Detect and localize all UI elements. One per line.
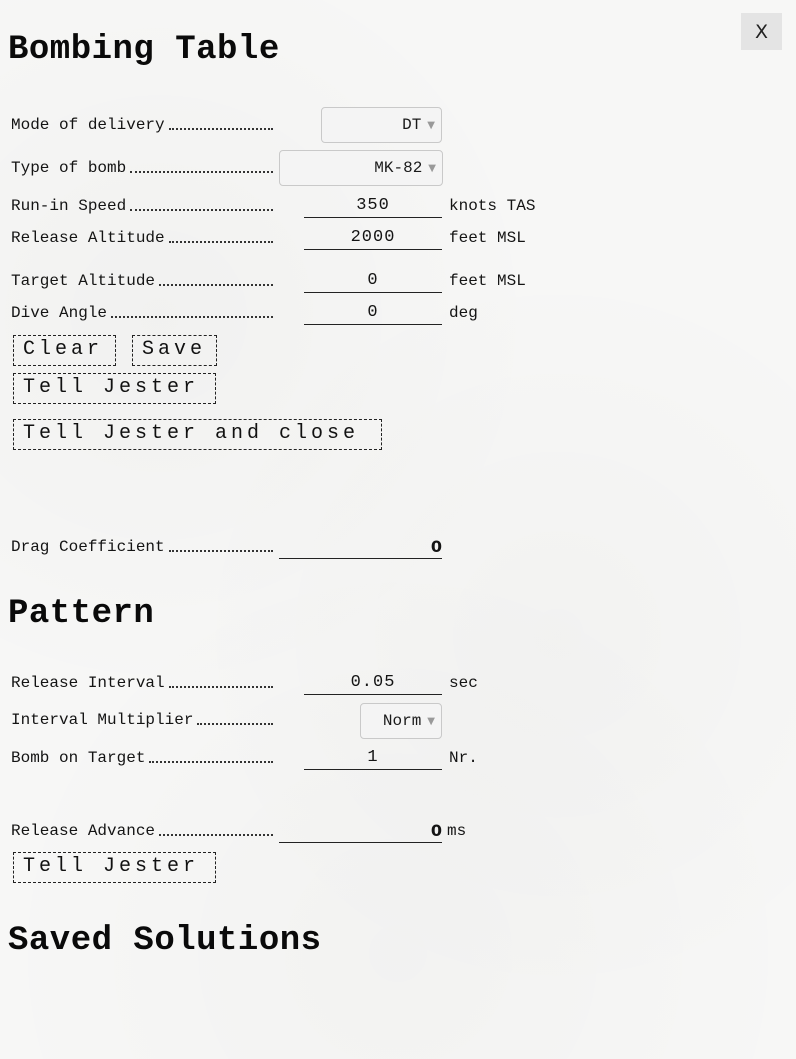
release-interval-label: Release Interval — [11, 674, 273, 692]
tell-jester-and-close-button[interactable]: Tell Jester and close — [13, 419, 382, 450]
release-altitude-label: Release Altitude — [11, 229, 273, 247]
release-altitude-input[interactable]: 2000 — [304, 226, 442, 250]
dive-angle-input[interactable]: 0 — [304, 301, 442, 325]
bomb-on-target-unit: Nr. — [449, 749, 478, 767]
chevron-down-icon: ▼ — [427, 119, 435, 131]
mode-of-delivery-label: Mode of delivery — [11, 116, 273, 134]
run-in-speed-label: Run-in Speed — [11, 197, 273, 215]
type-of-bomb-label: Type of bomb — [11, 159, 273, 177]
bomb-on-target-label: Bomb on Target — [11, 749, 273, 767]
saved-solutions-heading: Saved Solutions — [8, 922, 322, 960]
release-advance-unit: ms — [447, 822, 467, 840]
release-advance-label: Release Advance — [11, 822, 273, 840]
release-interval-unit: sec — [449, 674, 478, 692]
close-button[interactable]: X — [741, 13, 782, 50]
drag-coefficient-input[interactable]: 0 — [279, 535, 442, 559]
chevron-down-icon: ▼ — [428, 162, 436, 174]
dive-angle-unit: deg — [449, 304, 478, 322]
target-altitude-label: Target Altitude — [11, 272, 273, 290]
release-altitude-unit: feet MSL — [449, 229, 526, 247]
run-in-speed-unit: knots TAS — [449, 197, 536, 215]
save-button[interactable]: Save — [132, 335, 217, 366]
chevron-down-icon: ▼ — [427, 715, 435, 727]
type-of-bomb-select[interactable]: MK-82 ▼ — [279, 150, 443, 186]
target-altitude-input[interactable]: 0 — [304, 269, 442, 293]
drag-coefficient-label: Drag Coefficient — [11, 538, 273, 556]
pattern-heading: Pattern — [8, 595, 155, 633]
pattern-tell-jester-button[interactable]: Tell Jester — [13, 852, 216, 883]
clear-button[interactable]: Clear — [13, 335, 116, 366]
tell-jester-button[interactable]: Tell Jester — [13, 373, 216, 404]
interval-multiplier-label: Interval Multiplier — [11, 711, 273, 729]
release-advance-input[interactable]: 0 — [279, 819, 442, 843]
bombing-table-heading: Bombing Table — [8, 31, 280, 69]
dive-angle-label: Dive Angle — [11, 304, 273, 322]
target-altitude-unit: feet MSL — [449, 272, 526, 290]
release-interval-input[interactable]: 0.05 — [304, 671, 442, 695]
mode-of-delivery-select[interactable]: DT ▼ — [321, 107, 442, 143]
bomb-on-target-input[interactable]: 1 — [304, 746, 442, 770]
run-in-speed-input[interactable]: 350 — [304, 194, 442, 218]
interval-multiplier-select[interactable]: Norm ▼ — [360, 703, 442, 739]
